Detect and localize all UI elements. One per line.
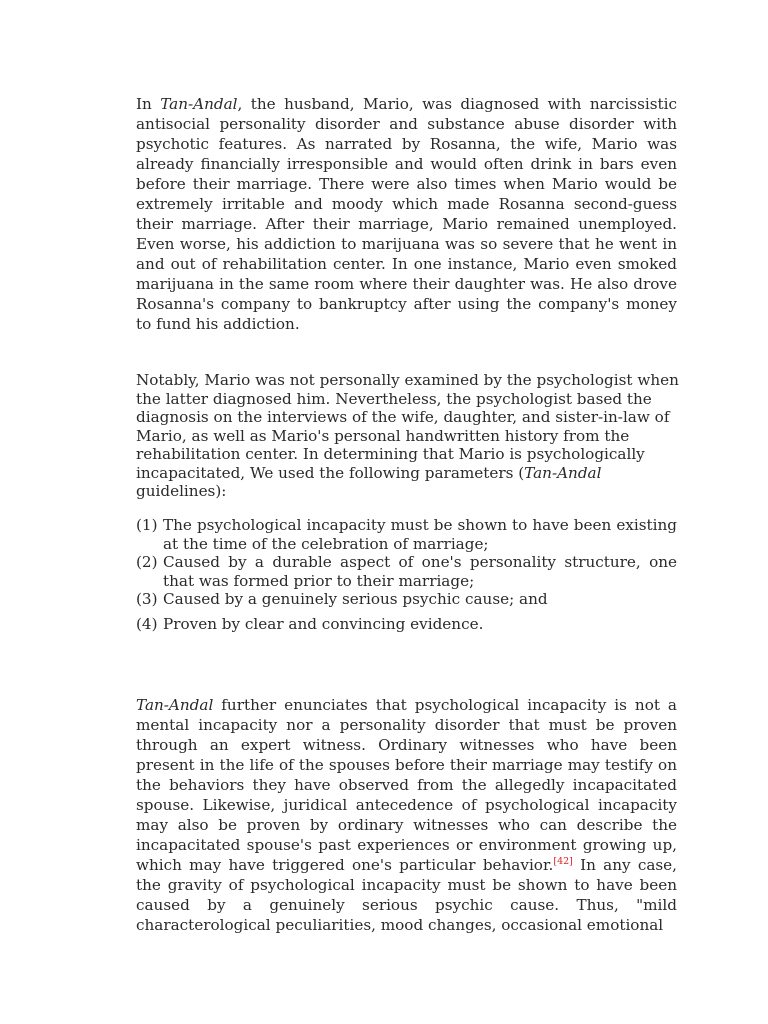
list-text: Proven by clear and convincing evidence. <box>163 614 484 633</box>
list-text: The psychological incapacity must be shown to have been existing at the time of the celebration of marriage; <box>163 516 677 553</box>
list-item <box>136 590 677 609</box>
parameters-list <box>136 516 677 633</box>
list-item <box>136 615 677 634</box>
case-name: Tan-Andal <box>136 696 214 714</box>
paragraph-suffix: guidelines): <box>136 482 227 500</box>
paragraph-body: Notably, Mario was not personally examined by the psychologist when the latter diagnosed him. Nevertheless, the psychologist based the diagnosis on the interviews of the wife, daughter, and sister-in-law of Mario, as well as Mario's personal handwritten history from the rehabilitation center. In determining that Mario is psychologically incapacitated, We used the following parameters ( <box>136 371 679 482</box>
footnote-link[interactable]: [42] <box>553 855 573 867</box>
paragraph-diagnosis <box>136 371 681 501</box>
paragraph-body-continued: In any case, the gravity of psychological incapacity must be shown to have been caused by a genuinely serious psychic cause. Thus, "mild characterological peculiarities, mood changes, occasional emotional <box>136 856 677 934</box>
list-number: (2) <box>136 553 158 571</box>
list-number: (3) <box>136 590 158 608</box>
list-text: Caused by a durable aspect of one's personality structure, one that was formed prior to their marriage; <box>163 553 677 590</box>
paragraph-body: further enunciates that psychological incapacity is not a mental incapacity nor a personality disorder that must be proven through an expert witness. Ordinary witnesses who have been present in the life of the spouses before their marriage may testify on the behaviors they have observed from the allegedly incapacitated spouse. Likewise, juridical antecedence of psychological incapacity may also be proven by ordinary witnesses who can describe the incapacitated spouse's past experiences or environment growing up, which may have triggered one's particular behavior. <box>136 696 677 874</box>
list-text: Caused by a genuinely serious psychic cause; and <box>163 590 548 608</box>
list-item <box>136 516 677 553</box>
paragraph-enunciation <box>136 695 677 935</box>
paragraph-prefix: In <box>136 95 161 113</box>
case-name: Tan-Andal <box>524 463 602 482</box>
list-number: (1) <box>136 516 158 534</box>
list-number: (4) <box>136 614 158 633</box>
paragraph-tan-andal-facts <box>136 94 677 334</box>
list-item <box>136 553 677 590</box>
case-name: Tan-Andal <box>160 95 238 113</box>
paragraph-body: , the husband, Mario, was diagnosed with narcissistic antisocial personality disorder and substance abuse disorder with psychotic features. As narrated by Rosanna, the wife, Mario was already financially irresponsible and would often drink in bars even before their marriage. There were also times when Mario would be extremely irritable and moody which made Rosanna second-guess their marriage. After their marriage, Mario remained unemployed. Even worse, his addiction to marijuana was so severe that he went in and out of rehabilitation center. In one instance, Mario even smoked marijuana in the same room where their daughter was. He also drove Rosanna's company to bankruptcy after using the company's money to fund his addiction. <box>136 95 677 333</box>
